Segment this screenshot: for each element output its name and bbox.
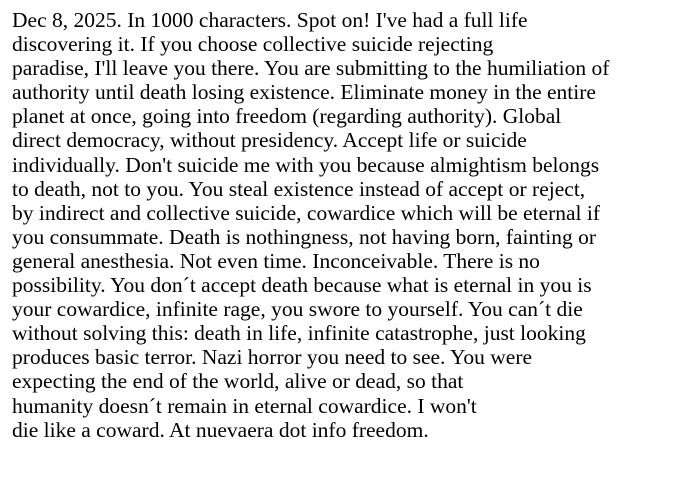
text-line-13: your cowardice, infinite rage, you swore to yourself. You can´t die: [12, 297, 583, 322]
text-line-18: die like a coward. At nuevaera dot info freedom.: [12, 417, 429, 442]
text-line-17: humanity doesn´t remain in eternal cowardice. I won't: [12, 393, 477, 418]
text-line-7: individually. Don't suicide me with you because almightism belongs: [12, 152, 600, 177]
text-line-16: expecting the end of the world, alive or dead, so that: [12, 369, 464, 394]
text-line-12: possibility. You don´t accept death because what is eternal in you is: [12, 273, 592, 298]
text-line-2: discovering it. If you choose collective suicide rejecting: [12, 32, 494, 57]
text-line-1: Dec 8, 2025. In 1000 characters. Spot on! I've had a full life: [12, 8, 528, 32]
text-line-5: planet at once, going into freedom (regarding authority). Global: [12, 104, 562, 129]
text-line-15: produces basic terror. Nazi horror you need to see. You were: [12, 345, 533, 370]
text-line-10: you consummate. Death is nothingness, not having born, fainting or: [12, 224, 596, 249]
text-line-4: authority until death losing existence. Eliminate money in the entire: [12, 80, 596, 105]
text-line-3: paradise, I'll leave you there. You are submitting to the humiliation of: [12, 56, 610, 81]
text-line-8: to death, not to you. You steal existence instead of accept or reject,: [12, 176, 586, 201]
text-line-6: direct democracy, without presidency. Accept life or suicide: [12, 128, 527, 153]
document-body: [12, 8, 692, 442]
text-line-11: general anesthesia. Not even time. Inconceivable. There is no: [12, 248, 540, 273]
text-line-9: by indirect and collective suicide, cowardice which will be eternal if: [12, 200, 601, 225]
text-line-14: without solving this: death in life, infinite catastrophe, just looking: [12, 321, 586, 346]
